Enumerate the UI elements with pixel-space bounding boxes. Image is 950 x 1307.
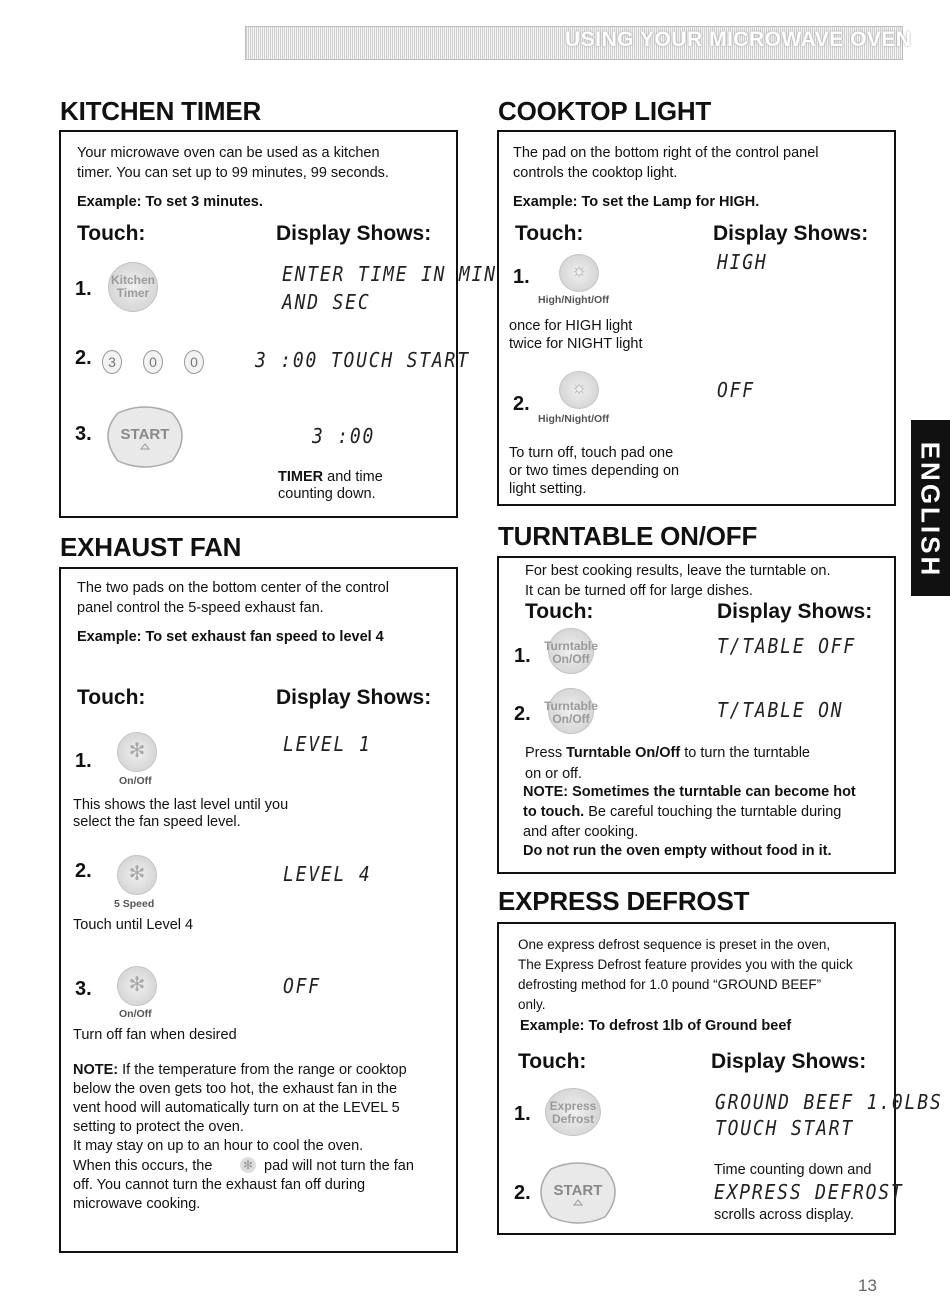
tt-step-1: 1. [514,645,531,667]
kt-timer-note-1: TIMER and time [278,469,383,485]
language-tab-label: ENGLISH [915,441,946,579]
ed-display-2: EXPRESS DEFROST [714,1180,904,1204]
kt-step-1: 1. [75,278,92,300]
tt-press-note: Press Turntable On/Off to turn the turntable [525,745,810,761]
cl-intro-2: controls the cooktop light. [513,165,678,181]
cl-step1-note-2: twice for NIGHT light [509,336,643,352]
ef-example: Example: To set exhaust fan speed to level 4 [77,629,384,645]
tt-note-3: and after cooking. [523,824,639,840]
kt-step-3: 3. [75,423,92,445]
ef-note-7: off. You cannot turn the exhaust fan off during [73,1177,366,1193]
cl-touch-header: Touch: [515,222,584,245]
page-number: 13 [858,1276,877,1295]
kt-display-1b: AND SEC [282,290,371,314]
ef-display-2: LEVEL 4 [283,862,372,886]
ef-intro-1: The two pads on the bottom center of the control [77,580,389,596]
kt-intro-2: timer. You can set up to 99 minutes, 99 seconds. [77,165,389,181]
cl-step-2: 2. [513,393,530,415]
ef-step2-note: Touch until Level 4 [73,917,194,933]
ef-step-1: 1. [75,750,92,772]
cl-step2-note-2: or two times depending on [509,463,680,479]
ed-display-header: Display Shows: [711,1050,867,1073]
light-bulb-icon: ☼ [570,377,588,397]
kt-display-3: 3 :00 [312,424,376,448]
cl-cap-2: High/Night/Off [538,413,610,425]
kt-display-1a: ENTER TIME IN MIN [282,262,497,286]
ef-display-header: Display Shows: [276,686,432,709]
ed-step2-note-1: Time counting down and [714,1162,872,1178]
tt-note-2: to touch. Be careful touching the turntable during [523,804,842,820]
cl-step2-note-3: light setting. [509,481,587,497]
cl-example: Example: To set the Lamp for HIGH. [513,194,760,210]
fan-icon: ✻ [240,1157,256,1173]
tt-display-2: T/TABLE ON [717,698,844,722]
ef-step3-note: Turn off fan when desired [73,1027,237,1043]
ed-touch-header: Touch: [518,1050,587,1073]
kt-intro-1: Your microwave oven can be used as a kitchen [77,145,380,161]
cl-display-1: HIGH [717,250,768,274]
banner-title: USING YOUR MICROWAVE OVEN [565,28,912,51]
ef-note-6b: pad will not turn the fan [264,1158,414,1174]
ed-intro-3: defrosting method for 1.0 pound “GROUND BEEF” [518,977,822,992]
tt-display-header: Display Shows: [717,600,873,623]
start-pad-label: START [553,1182,603,1199]
tt-intro-1: For best cooking results, leave the turntable on. [525,563,831,579]
ef-cap-2: 5 Speed [114,898,155,910]
express-defrost-title: EXPRESS DEFROST [498,886,750,916]
digit-3-pad[interactable]: 3 [102,350,122,374]
kt-timer-note-2: counting down. [278,486,376,502]
cl-display-header: Display Shows: [713,222,869,245]
ef-note-5: It may stay on up to an hour to cool the oven. [73,1138,364,1154]
ef-note-1: NOTE: If the temperature from the range or cooktop [73,1062,407,1078]
ed-intro-2: The Express Defrost feature provides you with the quick [518,957,853,972]
tt-step-2: 2. [514,703,531,725]
ed-step2-note-2: scrolls across display. [714,1207,854,1223]
ef-step-2: 2. [75,860,92,882]
ed-intro-4: only. [518,997,546,1012]
cl-intro-1: The pad on the bottom right of the control panel [513,145,819,161]
kt-display-2: 3 :00 TOUCH START [255,348,470,372]
kitchen-timer-title: KITCHEN TIMER [60,96,262,126]
kt-step-2: 2. [75,347,92,369]
cl-step-1: 1. [513,266,530,288]
ed-display-1b: TOUCH START [715,1116,855,1140]
kt-touch-header: Touch: [77,222,146,245]
ed-example: Example: To defrost 1lb of Ground beef [520,1018,792,1034]
light-bulb-icon: ☼ [570,260,588,280]
ef-note-4: setting to protect the oven. [73,1119,244,1135]
tt-touch-header: Touch: [525,600,594,623]
fan-icon: ✻ [128,863,146,885]
ed-display-1a: GROUND BEEF 1.0LBS [715,1090,943,1114]
digit-0-pad[interactable]: 0 [184,350,204,374]
ef-note-3: vent hood will automatically turn on at the LEVEL 5 [73,1100,400,1116]
ed-step-2: 2. [514,1182,531,1204]
ef-step1-note-2: select the fan speed level. [73,814,241,830]
cl-cap-1: High/Night/Off [538,294,610,306]
cl-step2-note-1: To turn off, touch pad one [509,445,674,461]
tt-note-1: NOTE: Sometimes the turntable can become hot [523,784,856,800]
ef-cap-3: On/Off [119,1008,152,1020]
ef-step1-note-1: This shows the last level until you [73,797,289,813]
cl-step1-note-1: once for HIGH light [509,318,633,334]
tt-intro-2: It can be turned off for large dishes. [525,583,753,599]
turntable-pad-label: Turntable On/Off [544,639,598,666]
digit-0-pad[interactable]: 0 [143,350,163,374]
turntable-title: TURNTABLE ON/OFF [498,521,758,551]
ef-step-3: 3. [75,978,92,1000]
tt-warning: Do not run the oven empty without food in it. [523,843,832,859]
tt-display-1: T/TABLE OFF [717,634,857,658]
ef-display-1: LEVEL 1 [283,732,372,756]
ef-intro-2: panel control the 5-speed exhaust fan. [77,600,324,616]
ef-touch-header: Touch: [77,686,146,709]
cl-display-2: OFF [717,378,755,402]
ef-note-6a: When this occurs, the [73,1158,213,1174]
express-defrost-pad-label: Express Defrost [549,1099,597,1126]
ef-cap-1: On/Off [119,775,152,787]
ef-note-2: below the oven gets too hot, the exhaust fan in the [73,1081,398,1097]
kt-display-header: Display Shows: [276,222,432,245]
turntable-pad-label: Turntable On/Off [544,699,598,726]
kitchen-timer-pad-label: Kitchen Timer [110,273,155,300]
tt-press-note-2: on or off. [525,766,582,782]
fan-icon: ✻ [128,974,146,996]
kt-example: Example: To set 3 minutes. [77,194,263,210]
ef-display-3: OFF [283,974,321,998]
fan-icon: ✻ [128,740,146,762]
cooktop-light-title: COOKTOP LIGHT [498,96,712,126]
exhaust-fan-title: EXHAUST FAN [60,532,242,562]
ed-intro-1: One express defrost sequence is preset in the oven, [518,937,831,952]
ef-note-8: microwave cooking. [73,1196,201,1212]
ed-step-1: 1. [514,1103,531,1125]
start-pad-label: START [120,426,170,443]
